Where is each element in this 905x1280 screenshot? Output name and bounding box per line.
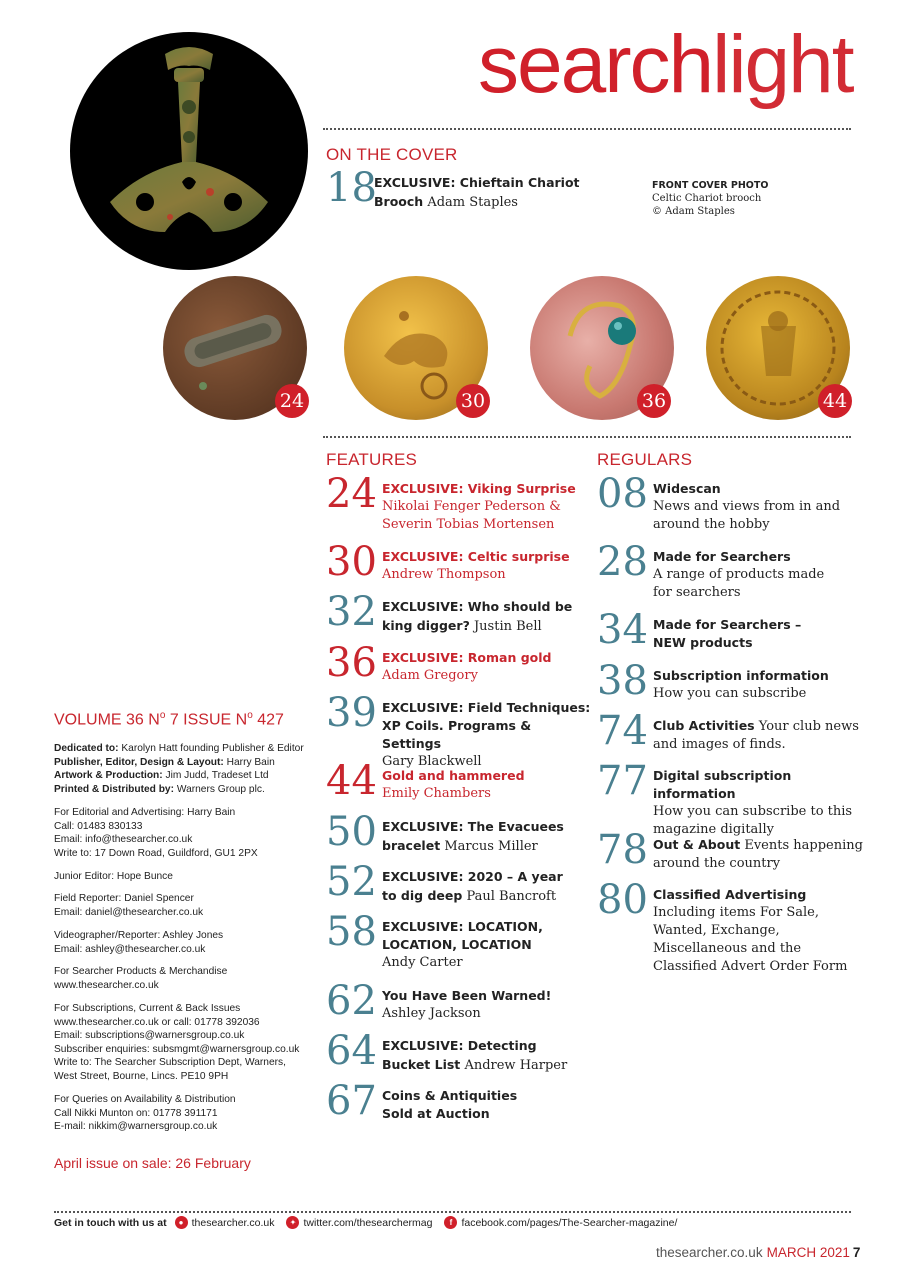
credit-email[interactable]: Email: subscriptions@warnersgroup.co.uk (54, 1030, 245, 1042)
credits-distribution: For Queries on Availability & Distribution Call Nikki Munton on: 01778 391171 E-mail: nikkim@warnersgroup.co.uk (54, 1093, 304, 1134)
feature-title: EXCLUSIVE: The Evacuees bracelet (382, 819, 564, 853)
features-heading: FEATURES (326, 450, 418, 469)
regular-title: Digital subscription information (653, 768, 792, 801)
regular-entry-38[interactable] (597, 658, 867, 707)
feature-entry-67[interactable] (326, 1078, 591, 1127)
regular-entry-78[interactable] (597, 827, 867, 876)
feature-entry-30[interactable] (326, 539, 591, 588)
contact-bar (54, 1216, 689, 1229)
facebook-icon: f (444, 1216, 457, 1229)
regular-page-number: 80 (597, 877, 648, 923)
feature-text (382, 1037, 587, 1075)
regular-entry-77[interactable] (597, 758, 867, 837)
feature-title: EXCLUSIVE: Detecting Bucket List (382, 1038, 537, 1072)
regular-title: Classified Advertising (653, 887, 807, 902)
front-cover-photo-head: FRONT COVER PHOTO (652, 180, 769, 191)
feature-title: Gold and hammered (382, 768, 525, 783)
regular-title: Widescan (653, 481, 721, 496)
credit-email[interactable]: Subscriber enquiries: subsmgmt@warnersgroup.co.uk (54, 1043, 300, 1055)
regular-text (653, 836, 868, 873)
feature-entry-39[interactable] (326, 690, 591, 769)
credits-junior-editor: Junior Editor: Hope Bunce (54, 871, 173, 882)
feature-text (382, 699, 592, 771)
feature-title: EXCLUSIVE: LOCATION, LOCATION, LOCATION (382, 919, 543, 952)
regular-desc: News and views from in and around the hobby (653, 499, 841, 532)
feature-author: Justin Bell (473, 619, 542, 634)
cover-story[interactable] (326, 165, 626, 214)
feature-entry-58[interactable] (326, 909, 591, 978)
credits-editorial (54, 806, 304, 860)
regular-desc: Including items For Sale, Wanted, Exchange, Miscellaneous and the Classified Advert Order Form (653, 905, 848, 974)
credit-email[interactable]: Email: info@thesearcher.co.uk (54, 834, 193, 846)
feature-text (382, 918, 552, 972)
thumb-badge-44: 44 (818, 384, 852, 418)
regular-page-number: 78 (597, 827, 648, 873)
feature-author: Marcus Miller (444, 839, 538, 854)
feature-entry-24[interactable] (326, 471, 591, 540)
contact-label: Get in touch with us at (54, 1216, 167, 1229)
feature-entry-32[interactable] (326, 589, 591, 638)
feature-page-number: 52 (326, 859, 377, 905)
cover-title: EXCLUSIVE: Chieftain Chariot Brooch (374, 175, 580, 209)
thumb-badge-30: 30 (456, 384, 490, 418)
feature-page-number: 67 (326, 1078, 377, 1124)
feature-author: Nikolai Fenger Pederson & Severin Tobias Mortensen (382, 499, 561, 532)
credit-line: Printed & Distributed by: Warners Group plc. (54, 783, 265, 795)
feature-entry-36[interactable] (326, 640, 591, 689)
feature-title: EXCLUSIVE: Viking Surprise (382, 481, 576, 496)
regular-page-number: 77 (597, 758, 648, 804)
page-folio (656, 1245, 860, 1260)
credit-email[interactable]: Email: ashley@thesearcher.co.uk (54, 943, 206, 955)
volume-mid: 7 ISSUE N (165, 711, 248, 729)
feature-author: Gary Blackwell (382, 754, 482, 769)
folio-site: thesearcher.co.uk (656, 1245, 763, 1260)
regular-page-number: 34 (597, 607, 648, 653)
regular-desc: Your club news and images of finds. (653, 719, 859, 752)
feature-page-number: 32 (326, 589, 377, 635)
feature-page-number: 44 (326, 758, 377, 804)
feature-page-number: 36 (326, 640, 377, 686)
regular-text (653, 548, 838, 602)
cover-page-number: 18 (326, 165, 377, 211)
regular-text (653, 717, 863, 754)
feature-text (382, 868, 577, 906)
volume-end: 427 (252, 711, 284, 729)
folio-month: MARCH 2021 (766, 1245, 850, 1260)
contact-twitter[interactable]: ✦ twitter.com/thesearchermag (286, 1216, 432, 1229)
regular-title: Club Activities (653, 718, 755, 733)
divider-mid (323, 436, 851, 438)
regular-desc: A range of products made for searchers (653, 567, 825, 600)
feature-page-number: 24 (326, 471, 377, 517)
feature-title: Coins & Antiquities Sold at Auction (382, 1088, 518, 1121)
front-cover-photo-line1: Celtic Chariot brooch (652, 193, 762, 204)
contact-facebook[interactable]: f facebook.com/pages/The-Searcher-magazine/ (444, 1216, 677, 1229)
front-cover-photo-line2: © Adam Staples (652, 206, 735, 217)
feature-author: Andrew Thompson (382, 567, 506, 582)
credits-staff (54, 742, 304, 796)
regular-title: Out & About (653, 837, 741, 852)
feature-page-number: 30 (326, 539, 377, 585)
feature-author: Andrew Harper (464, 1058, 568, 1073)
credit-link[interactable]: www.thesearcher.co.uk (54, 979, 159, 991)
front-cover-credit (652, 179, 768, 218)
website-icon: ● (175, 1216, 188, 1229)
regular-entry-80[interactable] (597, 877, 872, 974)
cover-author: Adam Staples (427, 195, 518, 210)
contact-website[interactable]: ● thesearcher.co.uk (175, 1216, 275, 1229)
volume-sup-1: o (159, 710, 166, 721)
folio-page-number: 7 (852, 1245, 861, 1260)
regular-title: Made for Searchers – NEW products (653, 617, 802, 650)
feature-text (382, 987, 592, 1023)
masthead-light: light (712, 19, 853, 110)
feature-entry-52[interactable] (326, 859, 591, 908)
feature-page-number: 39 (326, 690, 377, 736)
credit-line: Artwork & Production: Jim Judd, Tradeset Ltd (54, 770, 269, 782)
feature-page-number: 58 (326, 909, 377, 955)
divider-top (323, 128, 851, 130)
credit-line: For Editorial and Advertising: Harry Bain (54, 807, 236, 818)
feature-page-number: 62 (326, 978, 377, 1024)
feature-title: You Have Been Warned! (382, 988, 552, 1003)
regular-title: Subscription information (653, 668, 829, 683)
feature-author: Adam Gregory (382, 668, 478, 683)
credits-subscriptions: For Subscriptions, Current & Back Issues www.thesearcher.co.uk or call: 01778 392036 Email: subscriptions@warnersgroup.co.uk Subscriber enquiries: subsmgmt@warnersgroup.co.uk Write to: The Searcher Subscription Dept, Warners, West Street, Bourne, Lincs. PE10 9PH (54, 1002, 304, 1084)
regulars-heading: REGULARS (597, 450, 693, 469)
masthead-search: search (478, 19, 713, 110)
credits-videographer: Videographer/Reporter: Ashley Jones Email: ashley@thesearcher.co.uk (54, 929, 304, 956)
feature-text (382, 1087, 552, 1123)
regular-page-number: 74 (597, 708, 648, 754)
volume-sup-2: o (247, 710, 253, 721)
credit-address: Write to: 17 Down Road, Guildford, GU1 2PX (54, 847, 258, 859)
regular-page-number: 38 (597, 658, 648, 704)
regular-text (653, 767, 863, 839)
feature-title: EXCLUSIVE: Who should be king digger? (382, 599, 573, 633)
regular-desc: How you can subscribe to this magazine digitally (653, 804, 853, 837)
regular-text (653, 667, 863, 703)
feature-author: Ashley Jackson (382, 1006, 481, 1021)
thumb-badge-24: 24 (275, 384, 309, 418)
regular-entry-74[interactable] (597, 708, 867, 757)
regular-desc: How you can subscribe (653, 686, 807, 701)
credits-field-reporter: Field Reporter: Daniel Spencer Email: daniel@thesearcher.co.uk (54, 892, 304, 919)
regular-entry-34[interactable] (597, 607, 867, 656)
feature-title: EXCLUSIVE: 2020 – A year to dig deep (382, 869, 563, 903)
twitter-icon: ✦ (286, 1216, 299, 1229)
credit-line: Publisher, Editor, Design & Layout: Harry Bain (54, 756, 275, 768)
regular-text (653, 886, 868, 976)
feature-title: EXCLUSIVE: Field Techniques: XP Coils. Programs & Settings (382, 700, 591, 751)
feature-page-number: 64 (326, 1028, 377, 1074)
regular-text (653, 616, 803, 652)
regular-text (653, 480, 853, 534)
regular-entry-28[interactable] (597, 539, 867, 608)
feature-entry-64[interactable] (326, 1028, 591, 1077)
cover-heading: ON THE COVER (326, 145, 458, 164)
feature-text (382, 548, 592, 584)
regular-desc: Events happening around the country (653, 838, 863, 871)
regular-title: Made for Searchers (653, 549, 791, 564)
credits-products: For Searcher Products & Merchandise www.thesearcher.co.uk (54, 965, 304, 992)
cover-brooch-image (70, 32, 308, 270)
feature-text (382, 818, 582, 856)
credit-line: Dedicated to: Karolyn Hatt founding Publisher & Editor (54, 743, 304, 754)
next-issue-on-sale: April issue on sale: 26 February (54, 1155, 251, 1171)
credit-email[interactable]: Email: daniel@thesearcher.co.uk (54, 906, 204, 918)
volume-prefix: VOLUME 36 N (54, 711, 160, 729)
volume-issue (54, 710, 284, 729)
feature-text (382, 767, 592, 803)
credit-link[interactable]: www.thesearcher.co.uk or call: 01778 392036 (54, 1016, 260, 1028)
feature-entry-62[interactable] (326, 978, 591, 1027)
masthead-logo (478, 19, 853, 110)
feature-author: Emily Chambers (382, 786, 491, 801)
feature-text (382, 649, 592, 685)
feature-entry-50[interactable] (326, 809, 591, 858)
thumb-badge-36: 36 (637, 384, 671, 418)
regular-page-number: 08 (597, 471, 648, 517)
credit-phone: Call: 01483 830133 (54, 820, 143, 832)
feature-text (382, 480, 592, 534)
feature-text (382, 598, 597, 636)
feature-author: Paul Bancroft (466, 889, 557, 904)
credit-email[interactable]: E-mail: nikkim@warnersgroup.co.uk (54, 1121, 218, 1133)
cover-story-text (374, 174, 626, 212)
regular-entry-08[interactable] (597, 471, 867, 540)
feature-title: EXCLUSIVE: Roman gold (382, 650, 552, 665)
feature-title: EXCLUSIVE: Celtic surprise (382, 549, 570, 564)
divider-footer (54, 1211, 851, 1213)
feature-page-number: 50 (326, 809, 377, 855)
feature-author: Andy Carter (382, 955, 463, 970)
regular-page-number: 28 (597, 539, 648, 585)
